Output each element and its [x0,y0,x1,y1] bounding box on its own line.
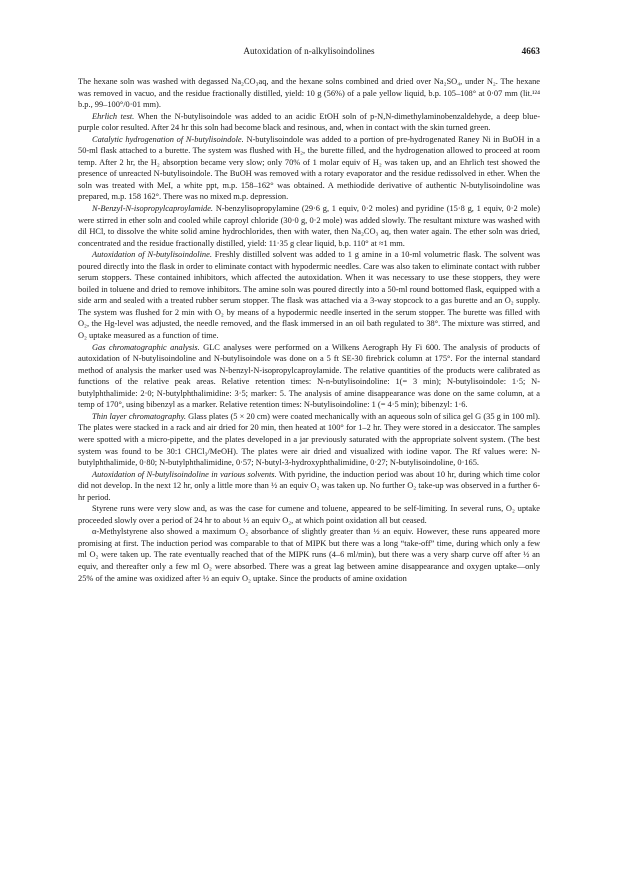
paragraph-lead: Catalytic hydrogenation of N-butylisoindole. [92,134,244,144]
paragraph-lead: Autoxidation of N-butylisoindoline. [92,250,212,260]
paragraph-text: α-Methylstyrene also showed a maximum O₂ absorbance of slightly greater than ½ an equiv. However, these runs appeared more promising at first. The induction period was comparable to that of MIPK but there was a long “take-off” time, during which only a few ml O₂ were taken up. The rate eventually reached that of the MIPK runs (4–6 ml/min), but there was a very sharp curve off after ½ an equiv, and thereafter only a few ml O₂ were absorbed. There was a great lag between amine disappearance and oxygen uptake—only 25% of the amine was oxidized after ½ an equiv O₂ uptake. Since the products of amine oxidation [78,527,540,583]
paragraph-tlc [78,411,540,469]
paragraph-text: N-benzylisopropylamine (29·6 g, 1 equiv, 0·2 moles) and pyridine (15·8 g, 1 equiv, 0·2 mole) were stirred in ether soln and cooled while caproyl chloride (30·0 g, 0·2 mole) was added slowly. The resultant mixture was washed with dil HCl, to dissolve the white solid amine hydrochlorides, then with water, then Na₂CO₃ aq, then water again. The ether soln was dried, concentrated and the residue fractionally distilled, yield: 11·35 g clear liquid, b.p. 110° at ≈1 mm. [78,204,541,248]
paragraph-benzyl-caproylamide [78,203,540,249]
paragraph-hexane-wash [78,76,540,111]
article-body [78,76,540,584]
paragraph-methylstyrene [78,526,540,584]
paragraph-autoxidation [78,249,540,341]
paragraph-lead: N-Benzyl-N-isopropylcaproylamide. [92,204,214,214]
paragraph-catalytic-hydrogenation [78,134,540,203]
paragraph-text: Freshly distilled solvent was added to 1 g amine in a 10-ml volumetric flask. The solvent was poured directly into the flask in order to eliminate contact with hypodermic needles. Care was also taken to eliminate contact with rubber serum stoppers. These contained inhibitors, which affected the autoxidation. When it was necessary to use these stoppers, they were boiled in toluene and dried to remove inhibitors. The amine soln was poured directly into a 50-ml round bottomed flask, equipped with a side arm and sealed with a treated rubber serum stopper. The flask was attached via a 3-way stopcock to a gas burette and an O₂ supply. The system was flushed for 2 min with O₂ by means of a hypodermic needle inserted in the serum stopper. The burette was filled with O₂, the Hg-level was adjusted, the needle removed, and the flask immersed in an oil bath regulated to 38°. The mixture was stirred, and O₂ uptake measured as a function of time. [78,250,541,341]
paragraph-text: GLC analyses were performed on a Wilkens Aerograph Hy Fi 600. The analysis of products of autoxidation of N-butylisoindoline and N-butylisoindole was done on a 5 ft SE-30 firebrick column at 175°. For the internal standard method of analysis the marker used was N-benzyl-N-isopropylcaproylamide. The relative quantities of the products were calibrated as functions of the relative peak areas. Relative retention times: N-n-butylisoindoline: 1(= 3 min); N-butylisoindole: 1·5; N-butylphthalimide: 2·0; N-butylphthalimidine: 3·5; marker: 5. The analysis of amine disappearance was done on the same column, at a temp of 170°, using bibenzyl as a marker. Relative retention times: N-butylisoindoline: 1 (= 4·5 min); bibenzyl: 1·6. [78,342,541,410]
paragraph-various-solvents [78,469,540,504]
paragraph-text: With pyridine, the induction period was about 10 hr, during which time color did not develop. In the next 12 hr, only a little more than ½ an equiv O₂ was taken up. No further O₂ take-up was observed in a further 6-hr period. [78,469,541,502]
paragraph-text: Glass plates (5 × 20 cm) were coated mechanically with an aqueous soln of silica gel G (35 g in 100 ml). The plates were stacked in a rack and air dried for 20 min, then heated at 100° for 1–2 hr. They were stored in a desiccator. The samples were spotted with a micro-pipette, and the plates developed in a jar previously saturated with the appropriate solvent system. (The best system was found to be 30:1 CHCl₃/MeOH). The plates were air dried and visualized with iodine vapor. The Rf values were: N-butylphthalimide, 0·80; N-butylphthalimidine, 0·57; N-butyl-3-hydroxyphthalimidine, 0·27; N-butylisoindoline, 0·165. [78,411,540,468]
paragraph-text: Styrene runs were very slow and, as was the case for cumene and toluene, appeared to be self-limiting. In several runs, O₂ uptake proceeded slowly over a period of 24 hr to about ½ an equiv O₂, at which point oxidation all but ceased. [78,504,540,525]
paragraph-lead: Thin layer chromatography. [92,411,186,421]
paragraph-text: N-butylisoindole was added to a portion of pre-hydrogenated Raney Ni in BuOH in a 50-ml flask attached to a burette. The system was flushed with H₂, the burette filled, and the hydrogenation allowed to proceed at room temp. After 2 hr, the H₂ absorption became very slow; only 70% of 1 molar equiv of H₂ was taken up, and an Ehrlich test showed the presence of unreacted N-butylisoindole. The BuOH was removed with a rotary evaporator and the residue redissolved in ether. When the soln was treated with MeI, a white ppt, m.p. 158–162° was obtained. A methiodide derivative of authentic N-butylisoindoline was prepared, m.p. 158 162°. There was no mixed m.p. depression. [78,134,540,202]
paragraph-lead: Autoxidation of N-butylisoindoline in various solvents. [92,469,277,479]
paragraph-lead: Ehrlich test. [92,111,135,121]
running-header [78,44,540,58]
paragraph-ehrlich-test [78,111,540,134]
page-number: 4663 [521,46,540,56]
paragraph-styrene-runs [78,503,540,526]
paragraph-text: When the N-butylisoindole was added to an acidic EtOH soln of p-N,N-dimethylaminobenzaldehyde, a deep blue-purple color resulted. After 24 hr this soln had become black and resinous, and, when in contact with the skin turned green. [78,111,540,133]
paragraph-glc-analysis [78,342,540,411]
running-title: Autoxidation of n-alkylisoindolines [243,46,375,56]
paragraph-lead: Gas chromatographic analysis. [92,342,200,352]
paragraph-text: The hexane soln was washed with degassed Na₂CO₃aq, and the hexane solns combined and dried over Na₂SO₄, under N₂. The hexane was removed in vacuo, and the residue fractionally distilled, yield: 10 g (56%) of a pale yellow liquid, b.p. 105–108° at 0·07 mm (lit.¹²⁴ b.p., 99–100°/0·01 mm). [78,77,540,110]
